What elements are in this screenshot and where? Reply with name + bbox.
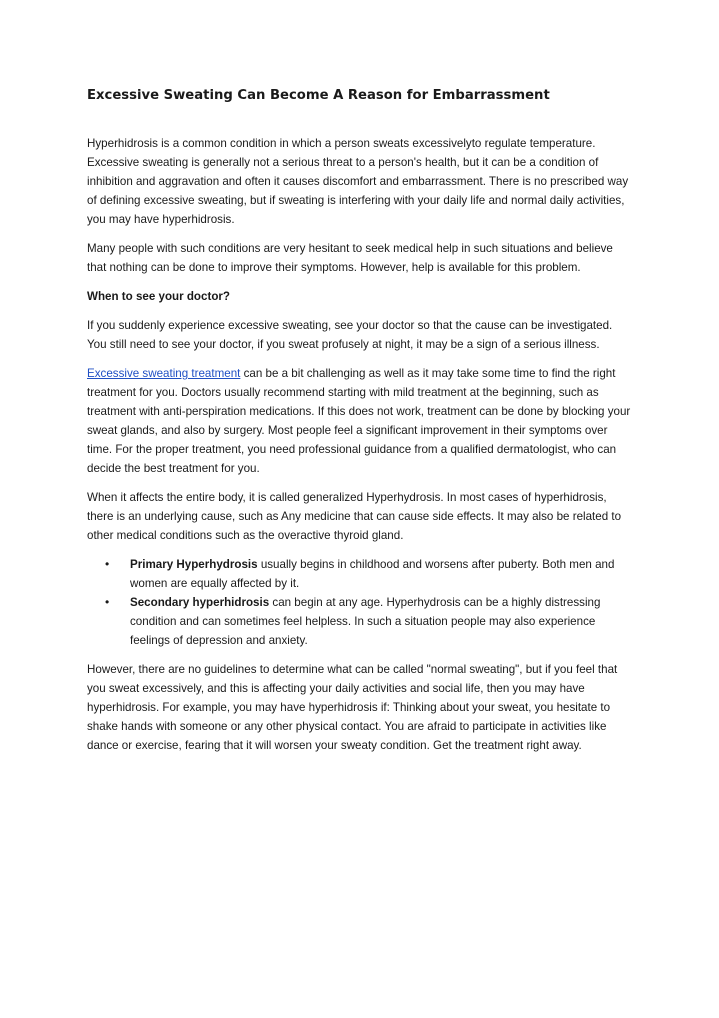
list-item-text: usually begins in childhood and worsens after puberty. Both men and women are equally affected by it. — [130, 558, 615, 590]
list-item-term: Primary Hyperhydrosis — [130, 558, 258, 571]
document-page — [87, 86, 632, 765]
section-heading: When to see your doctor? — [87, 290, 230, 303]
generalized-paragraph: When it affects the entire body, it is called generalized Hyperhydrosis. In most cases of hyperhidrosis, there is an underlying cause, such as Any medicine that can cause side effects. It may also be related to other medical conditions such as the overactive thyroid gland. — [87, 491, 622, 542]
list-item — [87, 555, 632, 593]
list-item-text: can begin at any age. Hyperhydrosis can be a highly distressing condition and can sometimes feel helpless. In such a situation people may also experience feelings of depression and anxiety. — [130, 596, 601, 647]
treatment-paragraph-text: can be a bit challenging as well as it may take some time to find the right treatment for you. Doctors usually recommend starting with mild treatment at the beginning, such as treatment with anti-perspiration medications. If this does not work, treatment can be done by blocking your sweat glands, and also by surgery. Most people feel a significant improvement in their symptoms over time. For the proper treatment, you need professional guidance from a qualified dermatologist, who can decide the best treatment for you. — [87, 367, 631, 475]
document-title: Excessive Sweating Can Become A Reason for Embarrassment — [87, 88, 550, 103]
closing-paragraph: However, there are no guidelines to determine what can be called "normal sweating", but if you feel that you sweat excessively, and this is affecting your daily activities and social life, then you may have hyperhidrosis. For example, you may have hyperhidrosis if: Thinking about your sweat, you hesitate to shake hands with someone or any other physical contact. You are afraid to participate in activities like dance or exercise, fearing that it will worsen your sweaty condition. Get the treatment right away. — [87, 663, 618, 752]
help-paragraph: Many people with such conditions are very hesitant to seek medical help in such situations and believe that nothing can be done to improve their symptoms. However, help is available for this problem. — [87, 242, 613, 274]
bullet-icon: • — [105, 595, 110, 609]
doctor-paragraph: If you suddenly experience excessive sweating, see your doctor so that the cause can be investigated. You still need to see your doctor, if you sweat profusely at night, it may be a sign of a serious illness. — [87, 319, 613, 351]
treatment-paragraph — [87, 364, 632, 478]
list-item-term: Secondary hyperhidrosis — [130, 596, 270, 609]
list-item — [87, 593, 632, 650]
bullet-list — [87, 555, 632, 650]
treatment-link[interactable]: Excessive sweating treatment — [87, 367, 241, 380]
intro-paragraph: Hyperhidrosis is a common condition in which a person sweats excessivelyto regulate temperature. Excessive sweating is generally not a serious threat to a person's health, but it can be a condition of inhibition and aggravation and often it causes discomfort and embarrassment. There is no prescribed way of defining excessive sweating, but if sweating is interfering with your daily life and normal daily activities, you may have hyperhidrosis. — [87, 137, 629, 226]
bullet-icon: • — [105, 557, 110, 571]
